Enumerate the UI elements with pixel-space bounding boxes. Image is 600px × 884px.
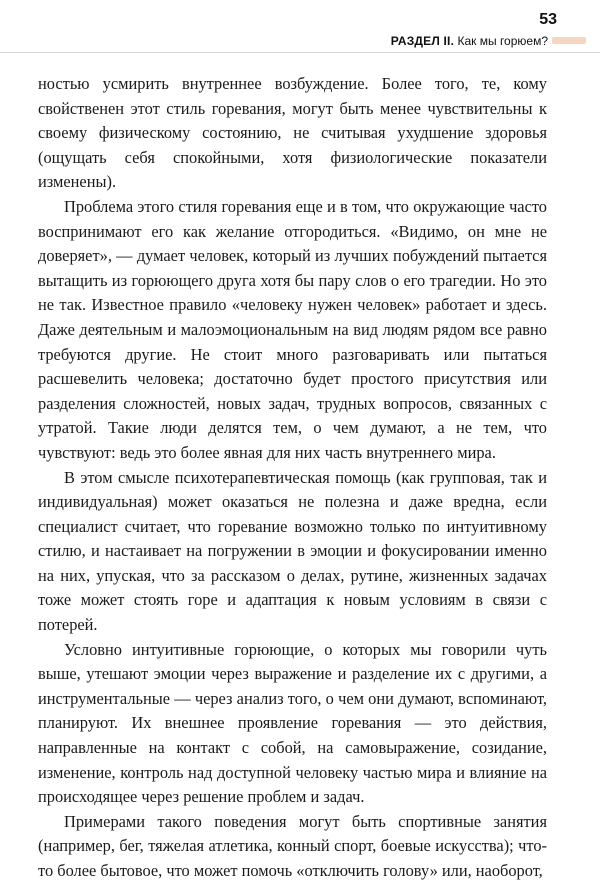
header-rule — [0, 52, 600, 53]
paragraph: Проблема этого стиля горевания еще и в том, что окружающие часто воспринимают его как желание отгородиться. «Видимо, он мне не доверяет», — думает человек, который из лучших побуждений пытается вытащить из горюющего друга хотя бы пару слов о его трагедии. Но это не так. Известное правило «человеку нужен человек» работает и здесь. Даже деятельным и малоэмоциональным на вид людям рядом все равно требуются другие. Не стоит много разговаривать или пытаться расшевелить человека; достаточно будет простого присутствия или разделения сложностей, новых задач, трудных вопросов, связанных с утратой. Такие люди делятся тем, о чем думают, а не тем, что чувствуют: ведь это более явная для них часть внутреннего мира. — [38, 196, 547, 462]
paragraph: Примерами такого поведения могут быть спортивные занятия (например, бег, тяжелая атлетика, конный спорт, боевые искусства); что-то более бытовое, что может помочь «отключить голову» или, наоборот, — [38, 811, 547, 880]
section-label: РАЗДЕЛ II. — [390, 34, 455, 48]
bleed-through-mark — [552, 37, 586, 44]
paragraph: Условно интуитивные горюющие, о которых мы говорили чуть выше, утешают эмоции через выражение и разделение их с другими, а инструментальные — через анализ того, о чем они думают, вспоминают, планируют. Их внешнее проявление горевания — это действия, направленные на контакт с собой, на самовыражение, созидание, изменение, контроль над доступной человеку частью мира и влияние на происходящее через решение проблем и задач. — [38, 639, 547, 807]
running-head — [391, 34, 548, 48]
body-text — [38, 72, 547, 884]
page-number: 53 — [539, 11, 557, 28]
paragraph: ностью усмирить внутреннее возбуждение. Более того, те, кому свойственен этот стиль горевания, могут быть менее чувствительны к своему физическому состоянию, не считывая ухудшение здоровья (ощущать себя спокойными, хотя физиологические показатели изменены). — [38, 74, 547, 192]
paragraph: В этом смысле психотерапевтическая помощь (как групповая, так и индивидуальная) может оказаться не полезна и даже вредна, если специалист считает, что горевание возможно только по интуитивному стилю, и настаивает на погружении в эмоции и фокусировании именно на них, упуская, что за рассказом о делах, рутине, жизненных задачах тоже может стоять горе и адаптация к новым условиям в связи с потерей. — [38, 467, 547, 635]
page-header — [0, 0, 600, 60]
section-title: Как мы горюем? — [457, 34, 548, 48]
